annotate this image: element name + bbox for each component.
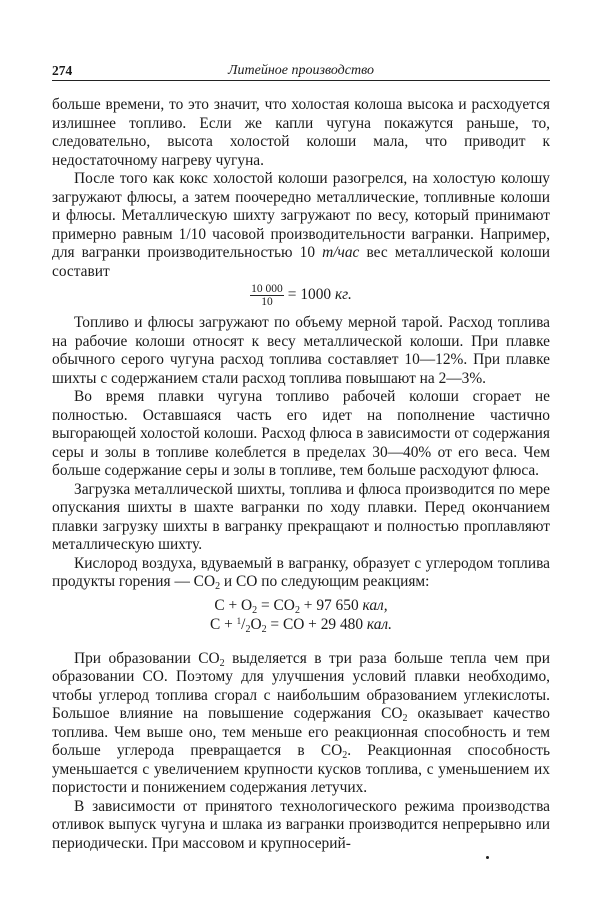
eq-text: /	[241, 615, 246, 633]
paragraph-combustion	[52, 555, 550, 592]
fraction	[250, 283, 284, 308]
fraction-denominator: 10	[261, 296, 273, 308]
eq-text: C + O	[214, 596, 253, 614]
equation-co	[52, 615, 550, 634]
paragraph-text: вес металлической колоши составит	[52, 244, 550, 280]
paragraph-co2-heat	[52, 650, 550, 798]
eq-text: + 97 650	[299, 596, 363, 614]
equation-co2	[52, 596, 550, 615]
running-title: Литейное производство	[228, 63, 374, 78]
paragraph-text: После того как кокс холостой колоши разогрелся, на холостую колошу загружают флюсы, а затем поочередно металлические, топливные колоши и флюсы. Металлическую шихту загружают по весу, который принимают примерно равным 1/10 часовой производительности вагранки. Например, для вагранки производительностью 10	[52, 170, 550, 261]
paragraph-loading-process	[52, 481, 550, 555]
paragraph-text: Топливо и флюсы загружают по объему мерной тарой. Расход топлива на рабочие колоши относят к весу металлической колоши. При плавке обычного серого чугуна расход топлива составляет 10—12%. При плавке шихты с содержанием стали расход топлива повышают на 2—3%.	[52, 314, 550, 387]
subscript: 2	[215, 581, 221, 592]
subscript: 2	[261, 623, 267, 635]
paragraph-text: . Реакционная способность уменьшается с увеличением крупности кусков топлива, с уменьшением их пористости и понижением содержания летучих.	[52, 742, 550, 796]
subscript: 2	[402, 713, 408, 724]
paragraph-text: выделяется в три раза больше тепла чем при образовании CO. Поэтому для улучшения условий плавки необходимо, чтобы углерод топлива сгорал с наибольшим образованием углекислоты. Большое влияние на повышение содержания CO	[52, 649, 550, 722]
page-number: 274	[52, 63, 73, 78]
paragraph-text: оказывает качество топлива. Чем выше оно, тем меньше его реакционная способность и тем больше углерода превращается в CO	[52, 705, 550, 759]
paragraph-continued	[52, 96, 550, 170]
paragraph-fuel-consumption	[52, 314, 550, 388]
subscript: 2	[252, 604, 258, 616]
paragraph-text: больше времени, то это значит, что холостая колоша высока и расходуется излишнее топливо. Если же капли чугуна покажутся раньше, то, следовательно, высота холостой колоши мала, что приводит к недостаточному нагреву чугуна.	[52, 96, 550, 169]
paragraph-charge-loading	[52, 170, 550, 281]
paragraph-text: Загрузка металлической шихты, топлива и флюса производится по мере опускания шихты в шахте вагранки по ходу плавки. Перед окончанием плавки загрузку шихты в вагранку прекращают и полностью проплавляют металлическую шихту.	[52, 480, 550, 553]
eq-text: O	[250, 615, 262, 633]
subscript: 2	[342, 750, 348, 761]
formula-charge-weight	[52, 283, 550, 308]
body-text	[52, 96, 550, 853]
paragraph-flux-consumption	[52, 388, 550, 481]
paragraph-text: При образовании CO	[74, 649, 220, 667]
unit-ton-per-hour: т/час	[322, 244, 360, 261]
subscript: 2	[219, 657, 225, 669]
formula-unit: кг.	[334, 286, 352, 304]
eq-unit: кал.	[366, 615, 392, 633]
eq-text: = CO	[257, 596, 295, 614]
reaction-equations	[52, 596, 550, 634]
paragraph-text: В зависимости от принятого технологического режима производства отливок выпуск чугуна и шлака из вагранки производится непрерывно или периодически. При массовом и крупносерий-	[52, 797, 550, 852]
paragraph-tapping	[52, 798, 550, 854]
paragraph-text: Во время плавки чугуна топливо рабочей колоши сгорает не полностью. Оставшаяся часть его идет на пополнение частично выгорающей холостой колоши. Расход флюса в зависимости от содержания серы и золы в топливе колеблется в пределах 30—40% от его веса. Чем больше содержание серы и золы в топливе, тем больше расходуют флюса.	[52, 388, 550, 479]
fraction-numerator: 10 000	[251, 283, 283, 295]
eq-text: C +	[210, 615, 237, 633]
paragraph-text: и CO по следующим реакциям:	[220, 573, 430, 590]
paragraph-text: Кислород воздуха, вдуваемый в вагранку, образует с углеродом топлива продукты горения — CO	[52, 554, 550, 590]
print-speck	[486, 856, 489, 859]
eq-unit: кал,	[362, 596, 388, 614]
formula-result: = 1000	[287, 286, 335, 304]
running-header	[52, 60, 550, 81]
book-page	[52, 60, 550, 853]
subscript: 2	[294, 604, 300, 616]
superscript: 1	[236, 615, 242, 626]
eq-text: = CO + 29 480	[266, 615, 367, 633]
subscript: 2	[245, 623, 251, 635]
